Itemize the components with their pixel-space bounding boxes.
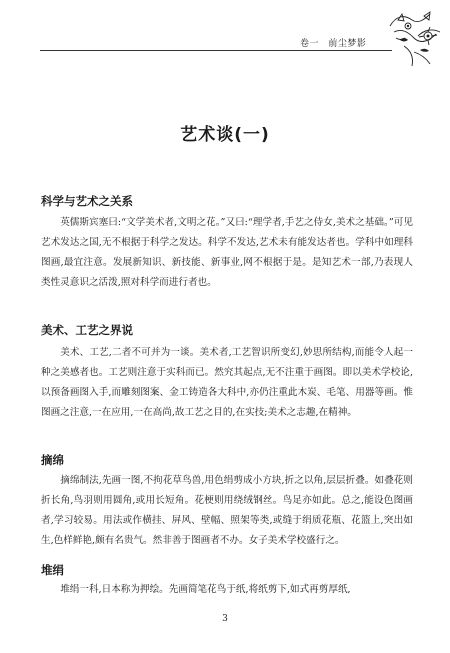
header-divider: [40, 50, 392, 51]
part-title: 前尘梦影: [328, 39, 367, 49]
section-paragraph-science-art: 英儒斯宾塞曰:“文学美术者,文明之花。”又曰:“理学者,手艺之侍女,美术之基础。”可见艺术发达之国,无不根据于科学之发达。科学不发达,艺术未有能发达者也。学科中如理科图画,最宜注意。发展新知识、新技能、新事业,网不根据于是。是知艺术一部,乃表现人类性灵意识之活泼,照对科学而进行者也。: [41, 217, 413, 288]
section-heading-art-craft: 美术、工艺之界说: [41, 323, 133, 337]
section-paragraph-art-craft: 美术、工艺,二者不可并为一谈。美术者,工艺智识所变幻,妙思所结构,而能令人起一种之美感者也。工艺则注意于实科而已。然究其起点,无不注重于画图。即以美术学校论,以预备画图入手,而雕刻图案、金工铸造各大科中,亦仍注重此木炭、毛笔、用器等画。惟图画之注意,一在应用,一在高尚,故工艺之目的,在实技;美术之志趣,在精神。: [41, 347, 413, 418]
section-paragraph-duijuan: 堆绢一科,日本称为押绘。先画简笔花鸟于纸,将纸剪下,如式再剪厚纸,: [60, 584, 351, 595]
running-header: [300, 36, 366, 49]
page-number: 3: [222, 614, 228, 624]
chapter-title: 艺术谈(一): [180, 125, 270, 145]
section-heading-science-art: 科学与艺术之关系: [41, 194, 133, 208]
flower-bird-ornament-icon: [384, 6, 444, 74]
volume-label: 卷一: [300, 39, 320, 49]
section-paragraph-zhaimian: 摘绵制法,先画一图,不拘花草鸟兽,用色绢剪成小方块,折之以角,层层折叠。如叠花则折长角,鸟羽则用圆角,或用长短角。花梗则用绕绒钢丝。鸟足亦如此。总之,能设色图画者,学习较易。用法或作横挂、屏风、壁幅、照架等类,或缝于绢质花瓶、花篮上,突出如生,色样鲜艳,颇有名贵气。然非善于图画者不办。女子美术学校盛行之。: [41, 475, 413, 546]
section-heading-zhaimian: 摘绵: [41, 453, 64, 467]
section-heading-duijuan: 堆绢: [41, 563, 64, 577]
